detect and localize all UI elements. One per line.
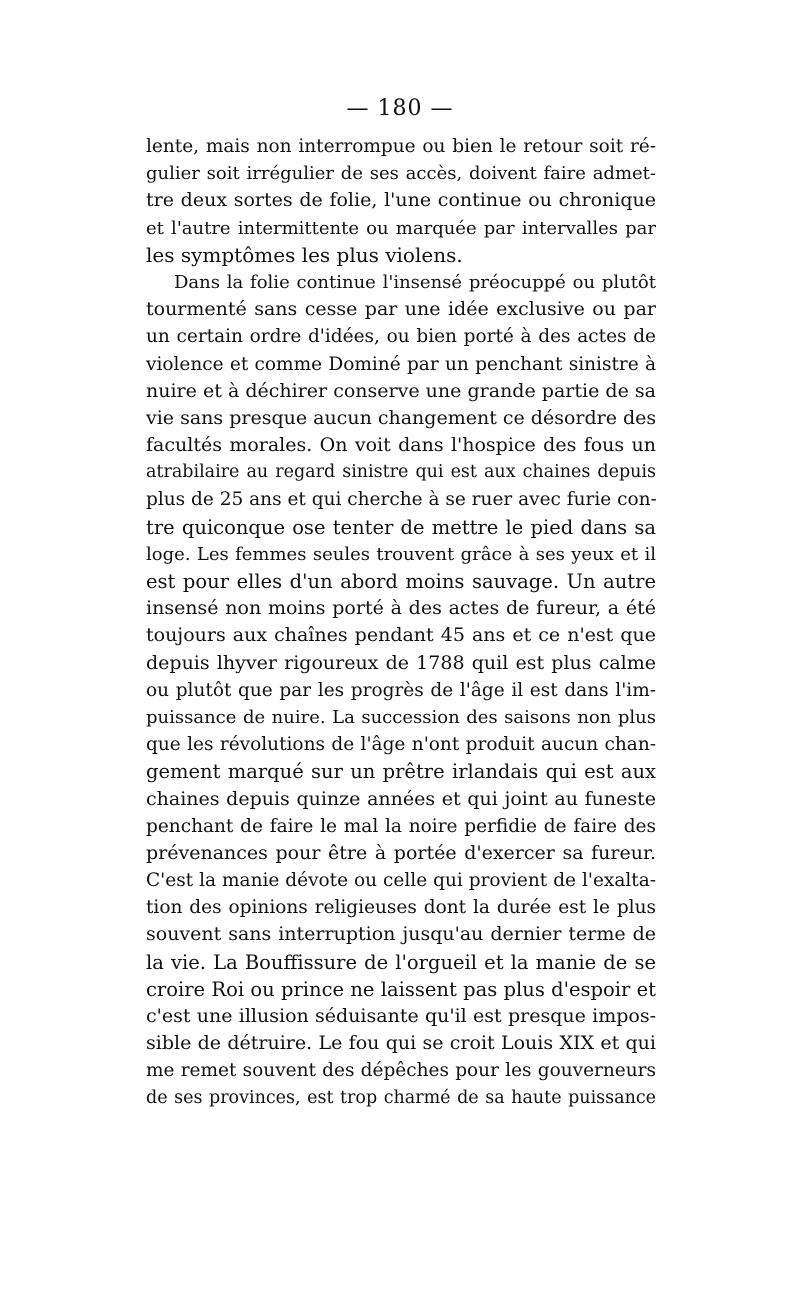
text-line: que les révolutions de l'âge n'ont produit aucun chan- [146,734,656,756]
text-line: depuis lhyver rigoureux de 1788 quil est plus calme [146,651,656,674]
text-line: la vie. La Bouffissure de l'orgueil et la manie de se [146,950,656,974]
text-line: me remet souvent des dépêches pour les gouverneurs [146,1060,656,1082]
text-line: vie sans presque aucun changement ce désordre des [146,406,657,429]
text-line: gulier soit irrégulier de ses accès, doivent faire admet- [146,163,656,185]
text-line: et l'autre intermittente ou marquée par intervalles par [146,217,656,239]
text-line: souvent sans interruption jusqu'au dernier terme de [146,923,656,946]
page-number: — 180 — [346,96,454,121]
text-line: tre quiconque ose tenter de mettre le pied dans sa [146,515,656,539]
text-line: chaines depuis quinze années et qui joint au funeste [146,787,656,810]
text-line: c'est une illusion séduisante qu'il est presque impos- [146,1005,656,1027]
body-text [146,133,656,1112]
text-line: insensé non moins porté à des actes de fureur, a été [146,597,656,620]
text-line: sible de détruire. Le fou qui se croit Louis XIX et qui [146,1032,656,1055]
text-line: croire Roi ou prince ne laissent pas plus d'espoir et [146,977,656,1001]
text-line: tre deux sortes de folie, l'une continue ou chronique [146,189,656,212]
text-line: C'est la manie dévote ou celle qui provient de l'exalta- [146,870,656,892]
text-line: les symptômes les plus violens. [146,242,463,267]
text-line: atrabilaire au regard sinistre qui est aux chaines depuis [146,462,656,483]
text-line: de ses provinces, est trop charmé de sa haute puissance [146,1087,656,1108]
text-line: loge. Les femmes seules trouvent grâce à ses yeux et il [146,543,656,565]
text-line: gement marqué sur un prêtre irlandais qui est aux [146,760,656,784]
text-line: Dans la folie continue l'insensé préocuppé ou plutôt [174,271,656,293]
text-line: violence et comme Dominé par un penchant sinistre à [146,353,656,375]
text-line: facultés morales. On voit dans l'hospice des fous un [146,434,656,457]
text-line: puissance de nuire. La succession des saisons non plus [146,706,656,728]
text-line: plus de 25 ans et qui cherche à se ruer avec furie con- [146,489,657,511]
text-line: tion des opinions religieuses dont la durée est le plus [146,897,656,919]
text-line: lente, mais non interrompue ou bien le retour soit ré- [146,136,656,157]
text-line: nuire et à déchirer conserve une grande partie de sa [146,379,656,402]
text-line: ou plutôt que par les progrès de l'âge il est dans l'im- [146,679,656,701]
text-line: est pour elles d'un abord moins sauvage. Un autre [146,570,656,593]
text-line: penchant de faire le mal la noire perfidie de faire des [146,815,656,837]
text-line: un certain ordre d'idées, ou bien porté à des actes de [146,326,656,348]
text-line: toujours aux chaînes pendant 45 ans et ce n'est que [146,624,656,647]
text-line: tourmenté sans cesse par une idée exclusive ou par [146,298,656,321]
text-line: prévenances pour être à portée d'exercer sa fureur. [146,841,656,864]
